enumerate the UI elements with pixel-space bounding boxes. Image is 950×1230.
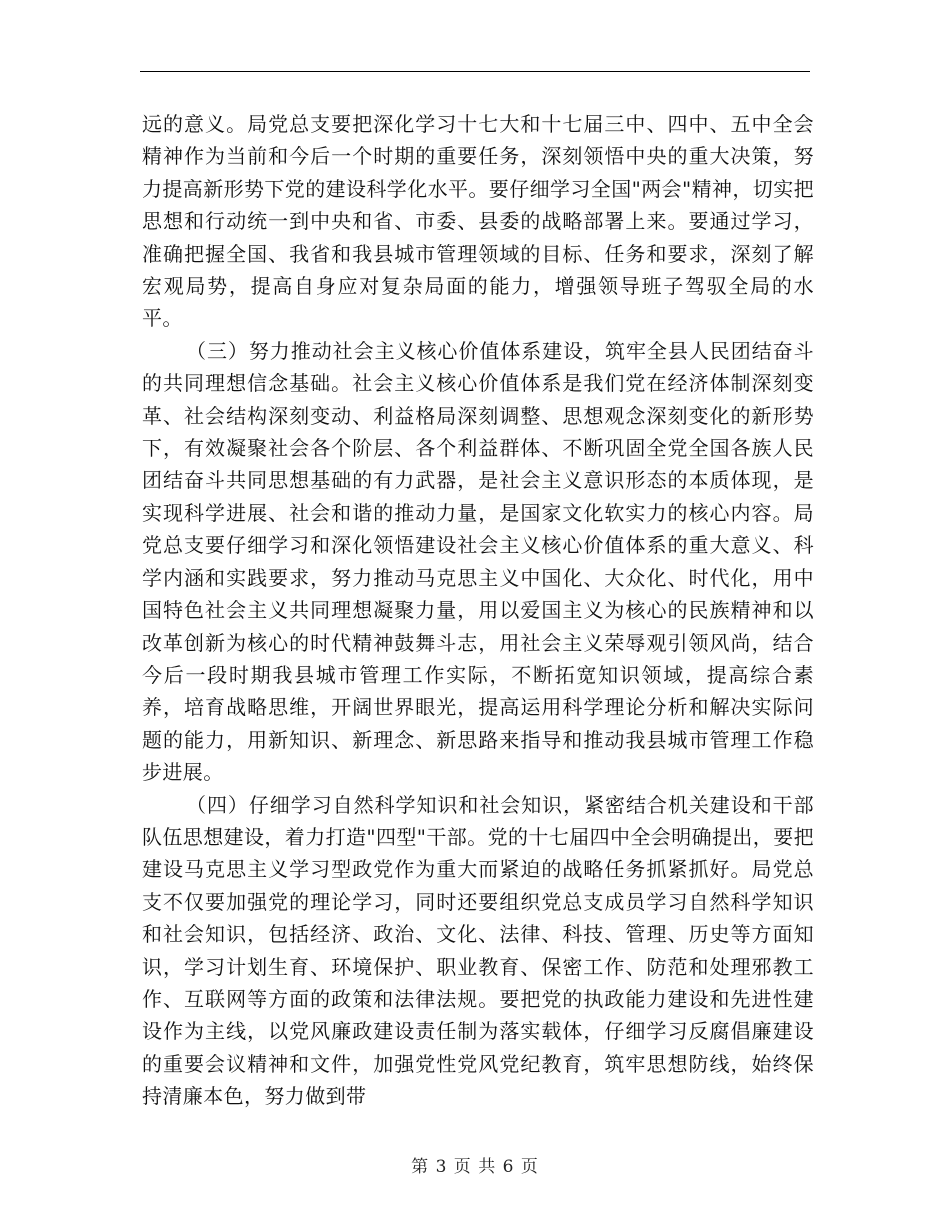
document-body: [142, 108, 814, 1113]
header-rule: [140, 71, 810, 72]
paragraph-1: 远的意义。局党总支要把深化学习十七大和十七届三中、四中、五中全会精神作为当前和今后一个时期的重要任务，深刻领悟中央的重大决策，努力提高新形势下党的建设科学化水平。要仔细学习全国"两会"精神，切实把思想和行动统一到中央和省、市委、县委的战略部署上来。要通过学习，准确把握全国、我省和我县城市管理领域的目标、任务和要求，深刻了解宏观局势，提高自身应对复杂局面的能力，增强领导班子驾驭全局的水平。: [142, 112, 814, 331]
paragraph-3: （四）仔细学习自然科学知识和社会知识，紧密结合机关建设和干部队伍思想建设，着力打造"四型"干部。党的十七届四中全会明确提出，要把建设马克思主义学习型政党作为重大而紧迫的战略任务抓紧抓好。局党总支不仅要加强党的理论学习，同时还要组织党总支成员学习自然科学知识和社会知识，包括经济、政治、文化、法律、科技、管理、历史等方面知识，学习计划生育、环境保护、职业教育、保密工作、防范和处理邪教工作、互联网等方面的政策和法律法规。要把党的执政能力建设和先进性建设作为主线，以党风廉政建设责任制为落实载体，仔细学习反腐倡廉建设的重要会议精神和文件，加强党性党风党纪教育，筑牢思想防线，始终保持清廉本色，努力做到带: [142, 792, 814, 1109]
paragraph-2: （三）努力推动社会主义核心价值体系建设，筑牢全县人民团结奋斗的共同理想信念基础。社会主义核心价值体系是我们党在经济体制深刻变革、社会结构深刻变动、利益格局深刻调整、思想观念深刻变化的新形势下，有效凝聚社会各个阶层、各个利益群体、不断巩固全党全国各族人民团结奋斗共同思想基础的有力武器，是社会主义意识形态的本质体现，是实现科学进展、社会和谐的推动力量，是国家文化软实力的核心内容。局党总支要仔细学习和深化领悟建设社会主义核心价值体系的重大意义、科学内涵和实践要求，努力推动马克思主义中国化、大众化、时代化，用中国特色社会主义共同理想凝聚力量，用以爱国主义为核心的民族精神和以改革创新为核心的时代精神鼓舞斗志，用社会主义荣辱观引领风尚，结合今后一段时期我县城市管理工作实际，不断拓宽知识领域，提高综合素养，培育战略思维，开阔世界眼光，提高运用科学理论分析和解决实际问题的能力，用新知识、新理念、新思路来指导和推动我县城市管理工作稳步进展。: [142, 338, 814, 785]
page-number-footer: 第 3 页 共 6 页: [411, 1157, 539, 1177]
